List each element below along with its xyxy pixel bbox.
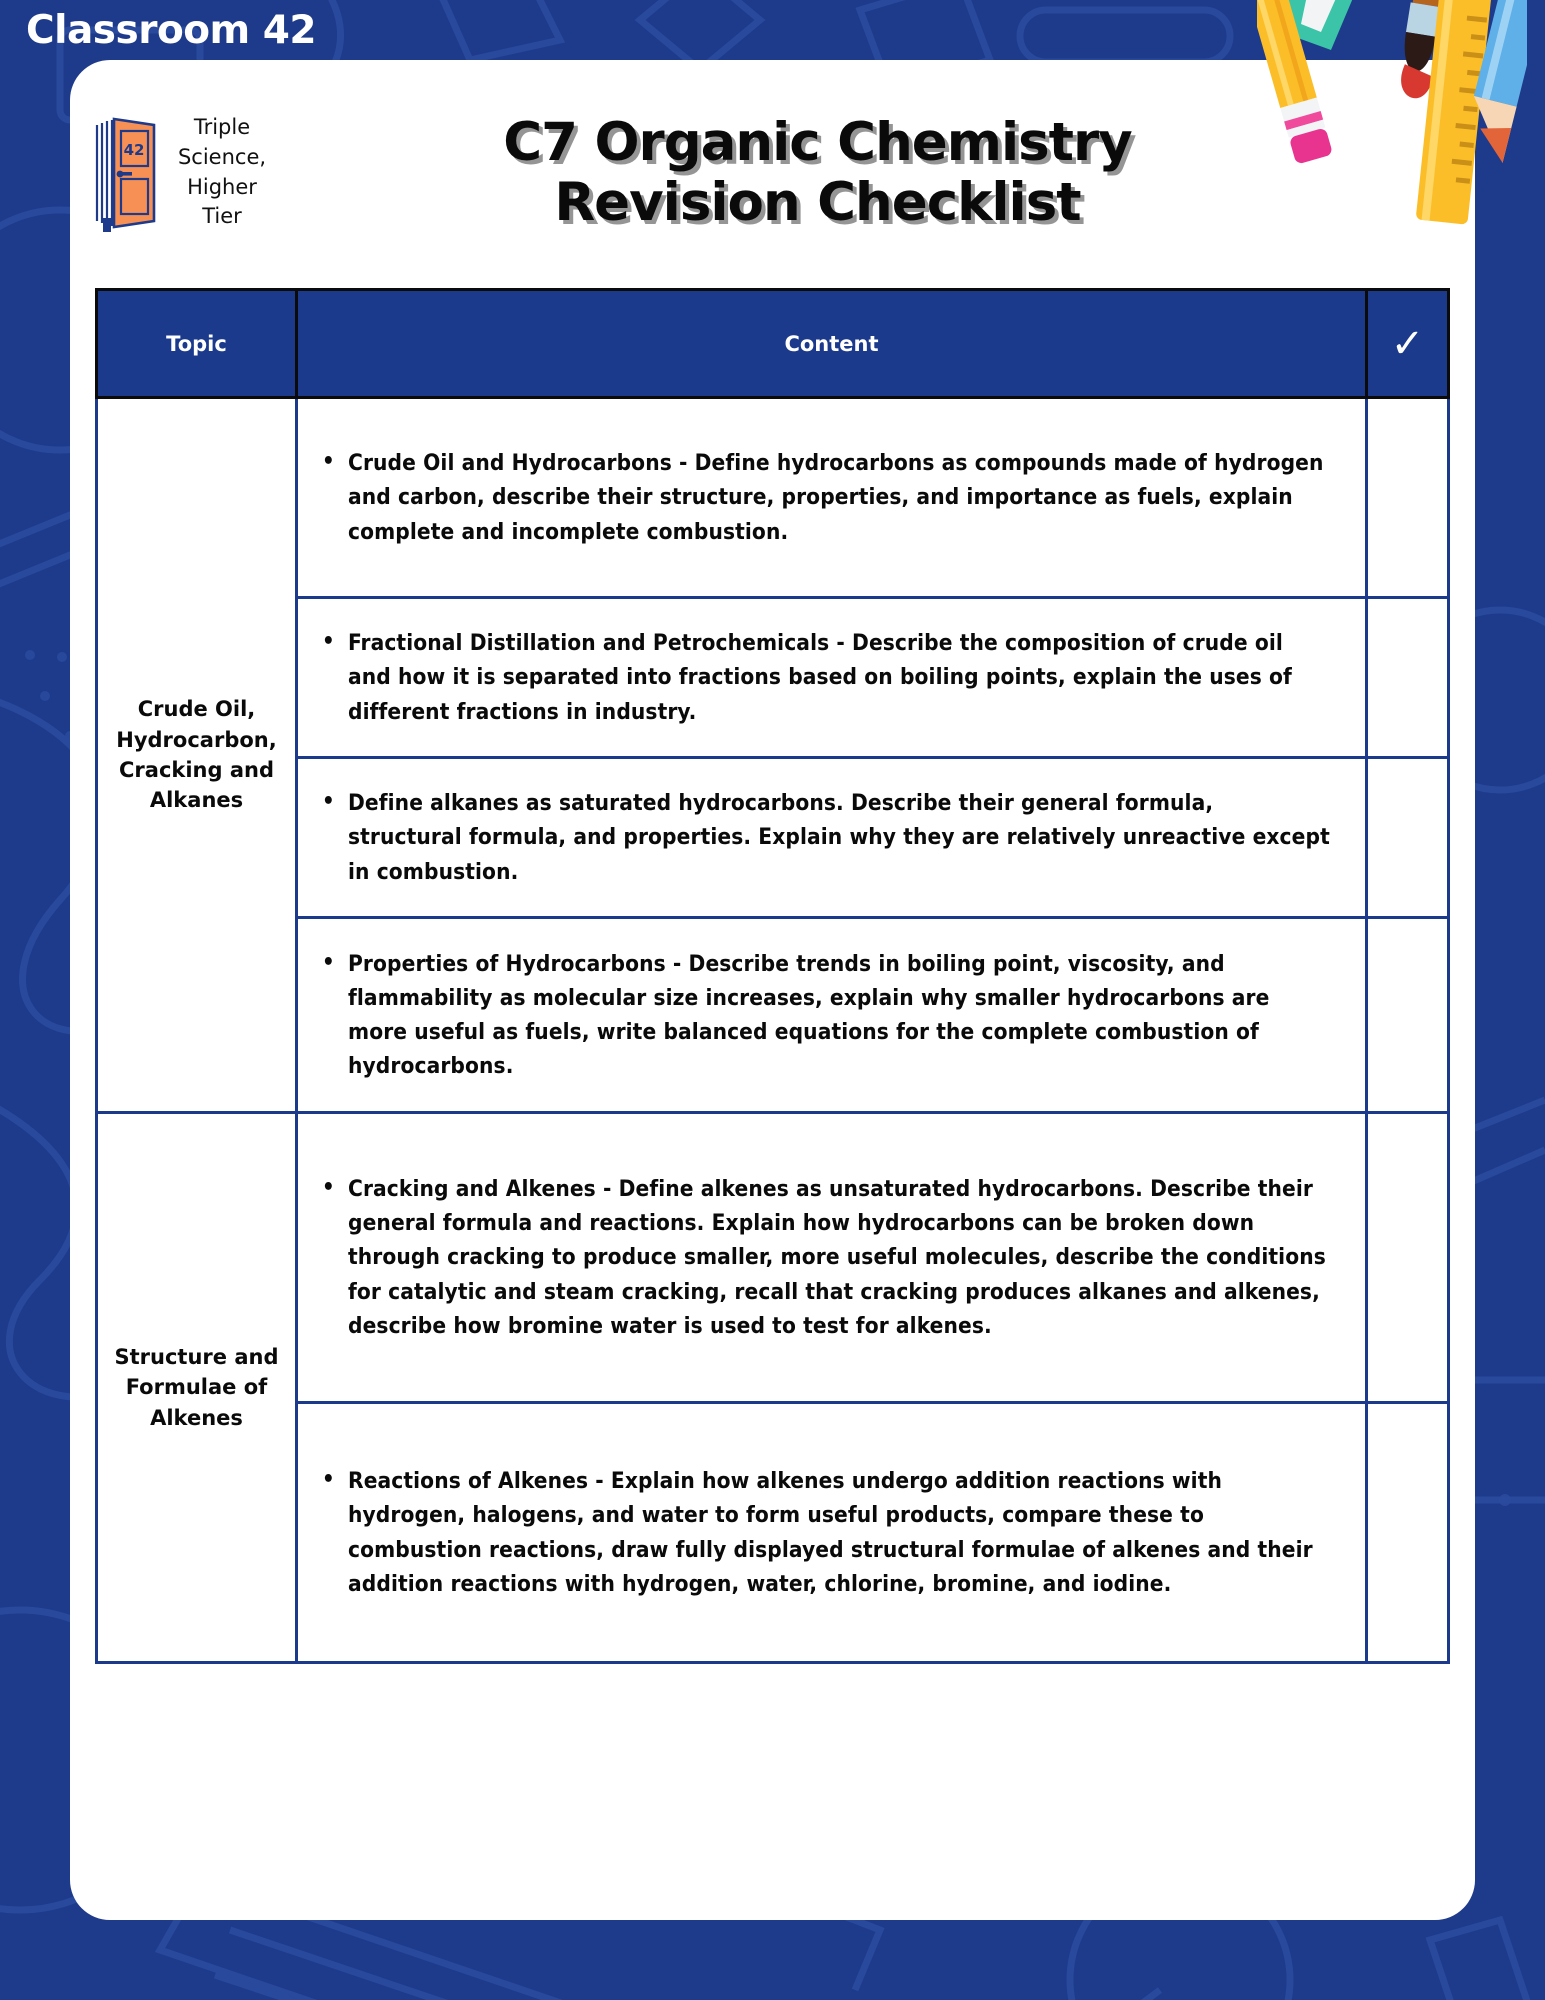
page-title-line-2: Revision Checklist xyxy=(554,171,1081,233)
content-cell-1-1 xyxy=(297,1403,1367,1663)
topic-line-1-1: Formulae of xyxy=(125,1375,268,1400)
checkbox-cell-0-3[interactable] xyxy=(1367,918,1449,1113)
list-item: • Properties of Hydrocarbons - Describe trends in boiling point, viscosity, and flammability as molecular size increases, explain why smaller hydrocarbons are more useful as fuels, write balanced equations for the complete combustion of hydrocarbons. xyxy=(316,947,1331,1084)
checkbox-cell-1-0[interactable] xyxy=(1367,1113,1449,1403)
checkbox-cell-0-0[interactable] xyxy=(1367,398,1449,598)
school-supplies-illustration xyxy=(1257,0,1527,257)
check-icon: ✓ xyxy=(1390,320,1425,367)
topic-line-1-0: Structure and xyxy=(114,1344,279,1369)
brand-title: Classroom 42 xyxy=(26,8,317,53)
checklist-table-wrapper xyxy=(95,288,1450,1664)
badge-line-4: Tier xyxy=(202,204,242,229)
list-item: • Crude Oil and Hydrocarbons - Define hydrocarbons as compounds made of hydrogen and carbon, describe their structure, properties, and importance as fuels, explain complete and incomplete combustion. xyxy=(316,446,1331,549)
content-cell-1-0 xyxy=(297,1113,1367,1403)
content-cell-0-0 xyxy=(297,398,1367,598)
checkbox-cell-0-2[interactable] xyxy=(1367,758,1449,918)
list-item: • Define alkanes as saturated hydrocarbons. Describe their general formula, structural formula, and properties. Explain why they are relatively unreactive except in combustion. xyxy=(316,786,1331,889)
table-row xyxy=(97,1113,1449,1403)
content-cell-0-1 xyxy=(297,598,1367,758)
badge-label xyxy=(172,113,272,232)
content-cell-0-3 xyxy=(297,918,1367,1113)
door-book-icon xyxy=(92,113,164,233)
table-row xyxy=(97,398,1449,598)
list-item: • Cracking and Alkenes - Define alkenes as unsaturated hydrocarbons. Describe their general formula and reactions. Explain how hydrocarbons can be broken down through cracking to produce smaller, more useful molecules, describe the conditions for catalytic and steam cracking, recall that cracking produces alkanes and alkenes, describe how bromine water is used to test for alkenes. xyxy=(316,1172,1331,1343)
column-header-check xyxy=(1367,290,1449,398)
column-header-topic: Topic xyxy=(97,290,297,398)
table-row xyxy=(97,598,1449,758)
page-title-line-1: C7 Organic Chemistry xyxy=(503,112,1132,174)
subject-badge xyxy=(70,113,280,233)
table-row xyxy=(97,758,1449,918)
topic-line-0-1: Hydrocarbon, xyxy=(116,727,277,752)
checkbox-cell-0-1[interactable] xyxy=(1367,598,1449,758)
badge-line-3: Higher xyxy=(187,174,257,199)
topic-cell-0 xyxy=(97,398,297,1113)
topic-line-0-2: Cracking and xyxy=(119,758,274,782)
topic-line-0-3: Alkanes xyxy=(149,788,244,813)
table-row xyxy=(97,1403,1449,1663)
topic-line-0-0: Crude Oil, xyxy=(137,697,256,722)
badge-line-1: Triple xyxy=(193,114,251,139)
badge-line-2: Science, xyxy=(177,144,267,169)
door-number-text: 42 xyxy=(123,140,145,159)
table-row xyxy=(97,918,1449,1113)
list-item: • Fractional Distillation and Petrochemicals - Describe the composition of crude oil and how it is separated into fractions based on boiling points, explain the uses of different fractions in industry. xyxy=(316,626,1331,729)
column-header-content: Content xyxy=(297,290,1367,398)
topic-cell-1 xyxy=(97,1113,297,1663)
list-item: • Reactions of Alkenes - Explain how alkenes undergo addition reactions with hydrogen, halogens, and water to form useful products, compare these to combustion reactions, draw fully displayed structural formulae of alkenes and their addition reactions with hydrogen, water, chlorine, bromine, and iodine. xyxy=(316,1464,1331,1601)
topic-line-1-2: Alkenes xyxy=(150,1405,243,1430)
revision-checklist-table xyxy=(95,288,1450,1664)
checkbox-cell-1-1[interactable] xyxy=(1367,1403,1449,1663)
content-cell-0-2 xyxy=(297,758,1367,918)
table-header-row xyxy=(97,290,1449,398)
